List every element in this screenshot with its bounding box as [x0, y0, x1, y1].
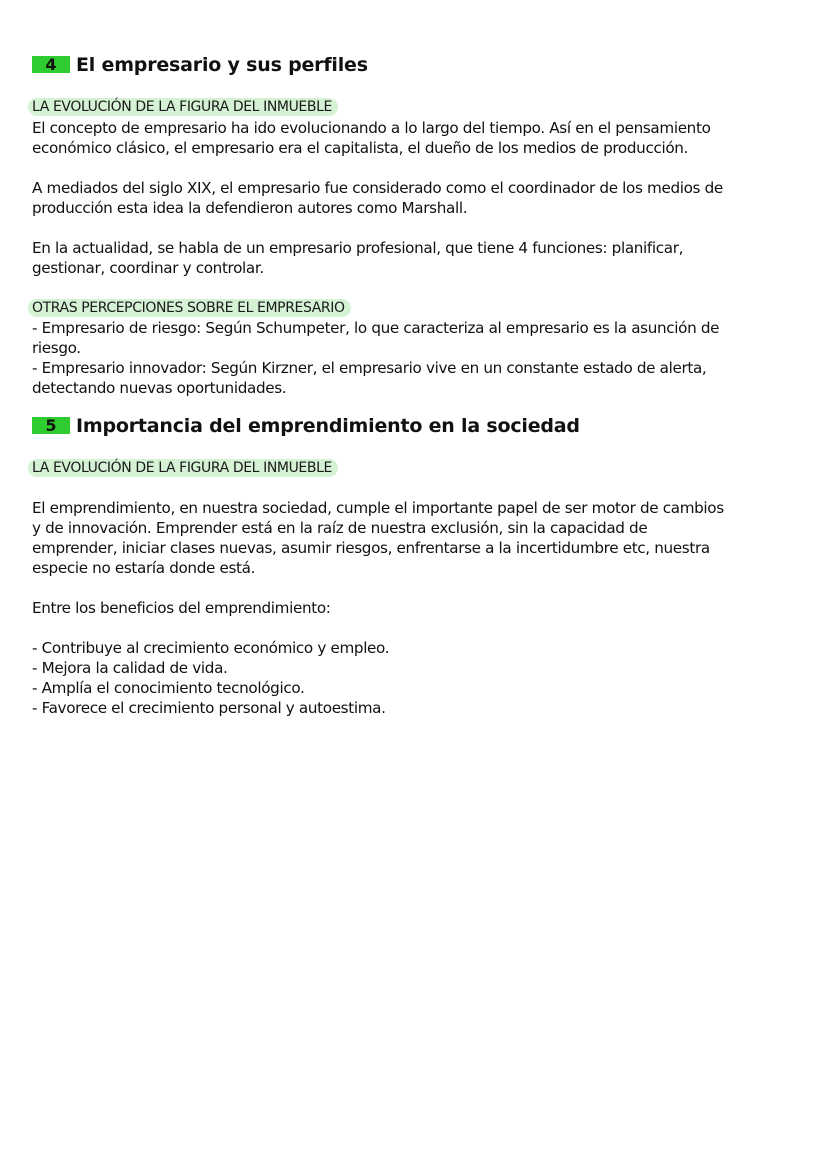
paragraph-line: riesgo.: [32, 339, 81, 357]
section-number-badge: 4: [32, 56, 70, 73]
section-number-badge: 5: [32, 417, 70, 434]
section-title: El empresario y sus perfiles: [76, 54, 368, 76]
paragraph-line: gestionar, coordinar y controlar.: [32, 259, 264, 277]
section-title: Importancia del emprendimiento en la sociedad: [76, 415, 580, 437]
subheading-highlight: OTRAS PERCEPCIONES SOBRE EL EMPRESARIO: [28, 299, 351, 317]
subheading-highlight: LA EVOLUCIÓN DE LA FIGURA DEL INMUEBLE: [28, 459, 338, 477]
benefit-item: - Contribuye al crecimiento económico y empleo.: [32, 639, 390, 657]
paragraph-line: económico clásico, el empresario era el capitalista, el dueño de los medios de producción.: [32, 139, 689, 157]
paragraph-line: A mediados del siglo XIX, el empresario fue considerado como el coordinador de los medios de: [32, 179, 723, 197]
paragraph-line: En la actualidad, se habla de un empresario profesional, que tiene 4 funciones: planificar,: [32, 239, 684, 257]
paragraph-line: Entre los beneficios del emprendimiento:: [32, 599, 331, 617]
paragraph-line: y de innovación. Emprender está en la raíz de nuestra exclusión, sin la capacidad de: [32, 519, 648, 537]
paragraph-line: - Empresario innovador: Según Kirzner, el empresario vive en un constante estado de alerta,: [32, 359, 707, 377]
benefit-item: - Favorece el crecimiento personal y autoestima.: [32, 699, 386, 717]
benefit-item: - Mejora la calidad de vida.: [32, 659, 228, 677]
paragraph-line: producción esta idea la defendieron autores como Marshall.: [32, 199, 468, 217]
benefit-item: - Amplía el conocimiento tecnológico.: [32, 679, 305, 697]
paragraph-line: detectando nuevas oportunidades.: [32, 379, 287, 397]
paragraph-line: especie no estaría donde está.: [32, 559, 256, 577]
subheading-highlight: LA EVOLUCIÓN DE LA FIGURA DEL INMUEBLE: [28, 98, 338, 116]
paragraph-line: - Empresario de riesgo: Según Schumpeter, lo que caracteriza al empresario es la asunción de: [32, 319, 720, 337]
paragraph-line: El concepto de empresario ha ido evolucionando a lo largo del tiempo. Así en el pensamiento: [32, 119, 711, 137]
paragraph-line: emprender, iniciar clases nuevas, asumir riesgos, enfrentarse a la incertidumbre etc, nuestra: [32, 539, 710, 557]
paragraph-line: El emprendimiento, en nuestra sociedad, cumple el importante papel de ser motor de cambios: [32, 499, 724, 517]
